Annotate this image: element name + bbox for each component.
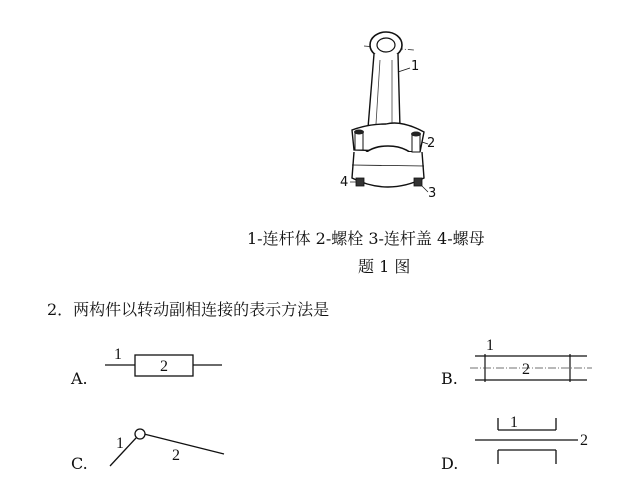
option-a-label-2: 2 [160, 358, 168, 375]
figure-title: 题 1 图 [358, 257, 411, 276]
option-c-diagram [100, 418, 230, 473]
connecting-rod-figure [330, 20, 450, 205]
part-label-2: 2 [427, 136, 436, 151]
option-a-letter: A. [71, 369, 88, 388]
part-label-3: 3 [428, 186, 437, 201]
question-text: 2．两构件以转动副相连接的表示方法是 [47, 300, 330, 319]
option-c-label-2: 2 [172, 447, 180, 464]
option-b-diagram [470, 336, 595, 391]
figure-caption: 1-连杆体 2-螺栓 3-连杆盖 4-螺母 [247, 229, 485, 248]
option-d-label-1: 1 [510, 414, 518, 431]
option-b-letter: B. [441, 369, 458, 388]
option-d-label-2: 2 [580, 432, 588, 449]
option-d-diagram [470, 410, 600, 470]
option-c-label-1: 1 [116, 435, 124, 452]
connecting-rod-drawing [330, 20, 450, 205]
option-b-label-2: 2 [522, 361, 530, 378]
part-label-4: 4 [340, 175, 349, 190]
option-a-label-1: 1 [114, 346, 122, 363]
part-label-1: 1 [411, 59, 420, 74]
option-d-letter: D. [441, 454, 459, 473]
option-a-diagram [100, 345, 225, 385]
option-b-label-1: 1 [486, 337, 494, 354]
option-c-letter: C. [71, 454, 88, 473]
